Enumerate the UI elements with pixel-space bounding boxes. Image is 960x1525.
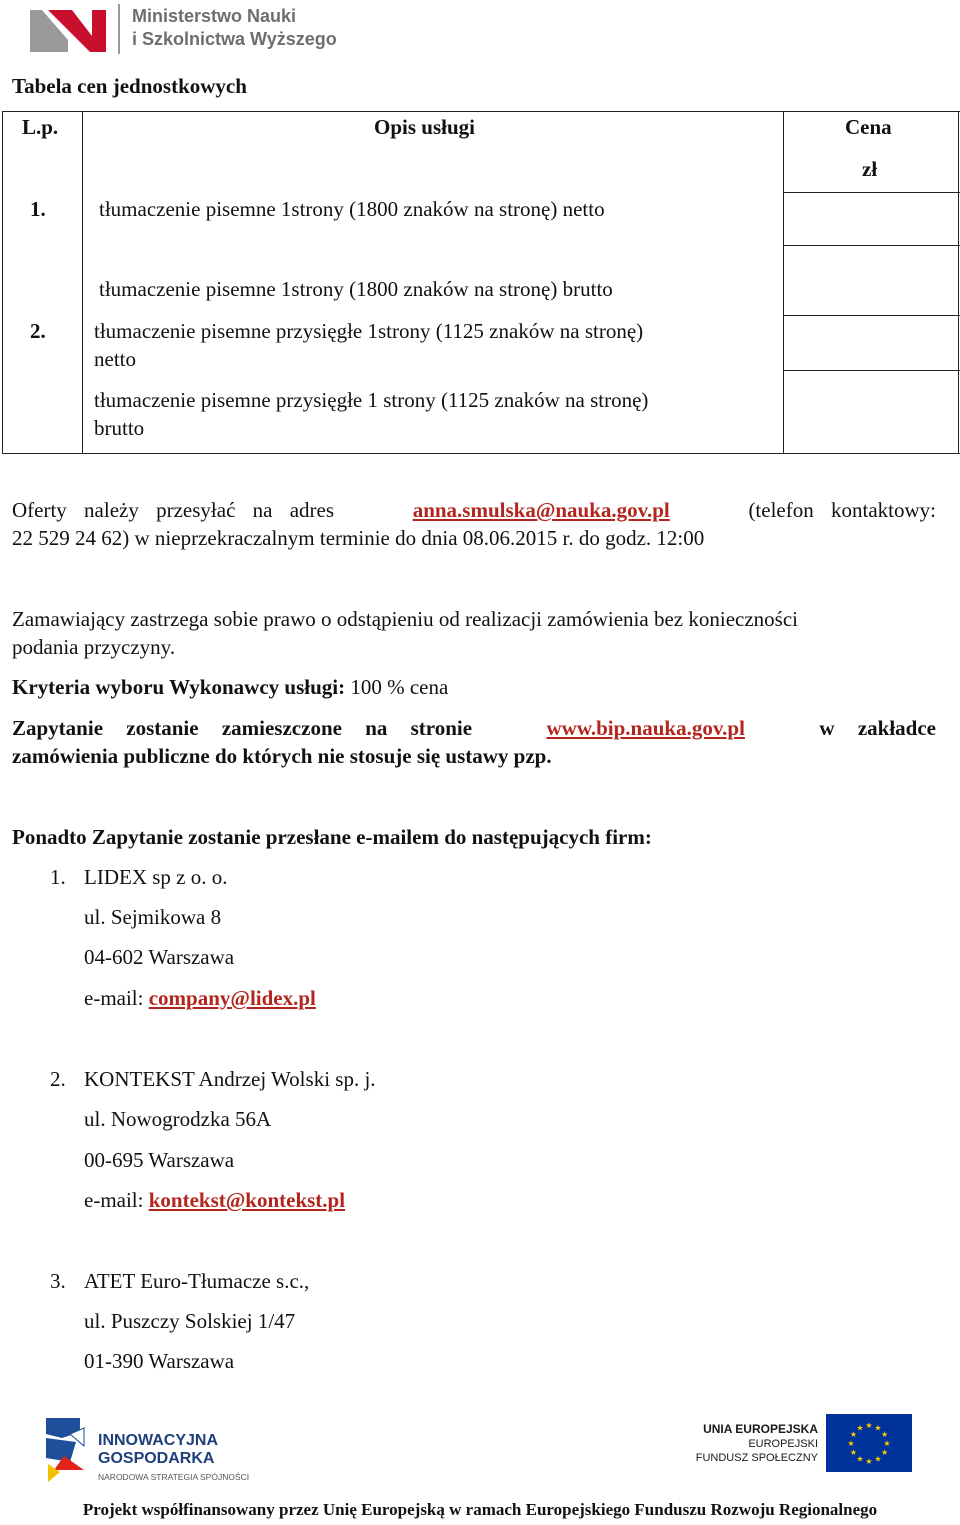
firm-number: 2. bbox=[50, 1067, 66, 1091]
col-header-description: Opis usługi bbox=[374, 115, 475, 139]
row-description: tłumaczenie pisemne 1strony (1800 znaków na stronę) netto bbox=[99, 197, 605, 221]
ministry-logo bbox=[28, 4, 348, 58]
eu-line3: FUNDUSZ SPOŁECZNY bbox=[695, 1452, 818, 1464]
reservation-line-2: podania przyczyny. bbox=[12, 635, 176, 659]
firm-city: 04-602 Warszawa bbox=[84, 945, 235, 969]
firm-email bbox=[84, 984, 316, 1012]
table-title: Tabela cen jednostkowych bbox=[12, 74, 247, 98]
firm-email-link[interactable]: kontekst@kontekst.pl bbox=[148, 1188, 346, 1212]
innowacyjna-gospodarka-logo bbox=[40, 1412, 270, 1488]
col-header-price-unit: zł bbox=[862, 157, 878, 181]
eu-line1: UNIA EUROPEJSKA bbox=[703, 1422, 818, 1436]
row-description: netto bbox=[94, 347, 136, 371]
firms-heading: Ponadto Zapytanie zostanie przesłane e-mailem do następujących firm: bbox=[12, 825, 652, 849]
eu-star-icon: ★ bbox=[874, 1423, 882, 1433]
email-label: e-mail: bbox=[84, 986, 144, 1010]
firm-number: 1. bbox=[50, 865, 66, 889]
eu-star-icon: ★ bbox=[847, 1439, 855, 1448]
criteria-label: Kryteria wyboru Wykonawcy usługi: bbox=[12, 675, 346, 699]
row-description: tłumaczenie pisemne przysięgłe 1 strony (1125 znaków na stronę) bbox=[94, 388, 649, 412]
eu-logo bbox=[690, 1414, 920, 1474]
eu-star-icon: ★ bbox=[865, 1421, 873, 1430]
firm-number: 3. bbox=[50, 1269, 66, 1293]
col-header-lp: L.p. bbox=[22, 115, 59, 139]
firm-email bbox=[84, 1186, 345, 1214]
eu-star-icon: ★ bbox=[849, 1430, 857, 1439]
firm-city: 01-390 Warszawa bbox=[84, 1349, 235, 1373]
eu-star-icon: ★ bbox=[856, 1423, 864, 1433]
ig-line2: GOSPODARKA bbox=[98, 1450, 215, 1467]
eu-star-icon: ★ bbox=[881, 1430, 889, 1439]
email-label: e-mail: bbox=[84, 1188, 144, 1212]
phone-label: (telefon kontaktowy: bbox=[748, 498, 936, 522]
firm-city: 00-695 Warszawa bbox=[84, 1148, 235, 1172]
eu-star-icon: ★ bbox=[874, 1454, 882, 1464]
row-description: tłumaczenie pisemne przysięgłe 1strony (1125 znaków na stronę) bbox=[94, 319, 644, 343]
publication-line-1 bbox=[12, 714, 936, 742]
publication-text: Zapytanie zostanie zamieszczone na stronie bbox=[12, 716, 473, 740]
eu-star-icon: ★ bbox=[849, 1448, 857, 1457]
col-header-price: Cena bbox=[845, 115, 892, 139]
offers-line-2: 22 529 24 62) w nieprzekraczalnym terminie do dnia 08.06.2015 r. do godz. 12:00 bbox=[12, 526, 705, 550]
firm-name: LIDEX sp z o. o. bbox=[84, 865, 228, 889]
row-number: 2. bbox=[30, 319, 46, 343]
firm-name: ATET Euro-Tłumacze s.c., bbox=[84, 1269, 310, 1293]
reservation-line-1: Zamawiający zastrzega sobie prawo o odstąpieniu od realizacji zamówienia bez konieczności bbox=[12, 607, 798, 631]
contact-email-link[interactable]: anna.smulska@nauka.gov.pl bbox=[412, 498, 670, 522]
offers-text: Oferty należy przesyłać na adres bbox=[12, 498, 335, 522]
firm-name: KONTEKST Andrzej Wolski sp. j. bbox=[84, 1067, 376, 1091]
row-number: 1. bbox=[30, 197, 46, 221]
eu-star-icon: ★ bbox=[881, 1448, 889, 1457]
ig-line1: INNOWACYJNA bbox=[98, 1432, 219, 1449]
publication-line-2: zamówienia publiczne do których nie stosuje się ustawy pzp. bbox=[12, 744, 552, 768]
firm-street: ul. Sejmikowa 8 bbox=[84, 905, 222, 929]
ig-line3: NARODOWA STRATEGIA SPÓJNOŚCI bbox=[98, 1472, 250, 1482]
criteria bbox=[12, 673, 448, 701]
ministry-name-line1: Ministerstwo Nauki bbox=[132, 6, 297, 26]
eu-star-icon: ★ bbox=[883, 1439, 891, 1448]
row-description: brutto bbox=[94, 416, 145, 440]
eu-star-icon: ★ bbox=[865, 1457, 873, 1466]
eu-line2: EUROPEJSKI bbox=[748, 1438, 818, 1450]
project-footer-text: Projekt współfinansowany przez Unię Europejską w ramach Europejskiego Funduszu Rozwoju Regionalnego bbox=[82, 1500, 878, 1519]
publication-suffix: w zakładce bbox=[819, 716, 936, 740]
eu-flag-icon bbox=[826, 1414, 912, 1472]
innowacyjna-gospodarka-icon bbox=[40, 1412, 90, 1488]
bip-link[interactable]: www.bip.nauka.gov.pl bbox=[546, 716, 745, 740]
eu-star-icon: ★ bbox=[856, 1454, 864, 1464]
firm-email-link[interactable]: company@lidex.pl bbox=[148, 986, 316, 1010]
firm-street: ul. Nowogrodzka 56A bbox=[84, 1107, 272, 1131]
ministry-name-line2: i Szkolnictwa Wyższego bbox=[132, 29, 337, 49]
firm-street: ul. Puszczy Solskiej 1/47 bbox=[84, 1309, 296, 1333]
criteria-value: 100 % cena bbox=[350, 675, 449, 699]
offers-line-1 bbox=[12, 496, 936, 524]
row-description: tłumaczenie pisemne 1strony (1800 znaków na stronę) brutto bbox=[99, 277, 613, 301]
ministry-logo-icon bbox=[28, 6, 110, 54]
